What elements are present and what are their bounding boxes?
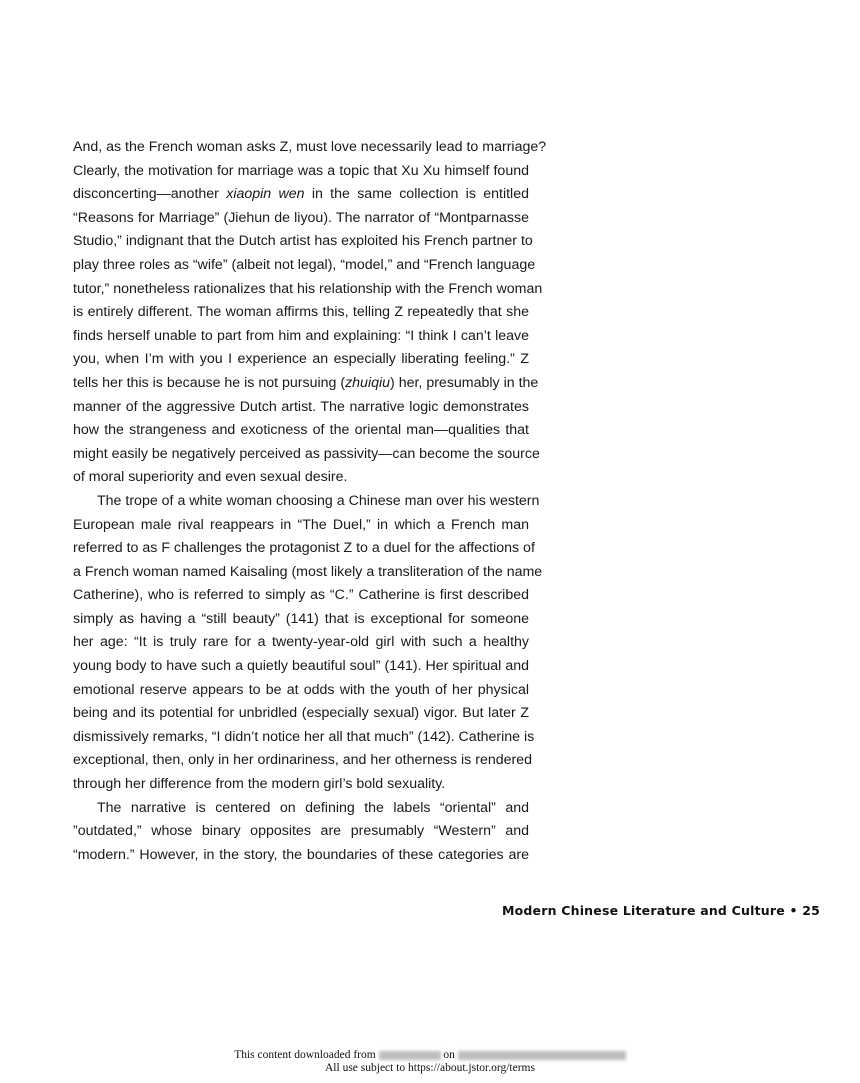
download-on: on [443, 1049, 455, 1061]
text-segment: “Reasons for Marriage” (Jiehun de liyou). The narrator of “Montparnasse [73, 209, 529, 226]
text-line [73, 466, 529, 490]
paragraph [73, 136, 547, 490]
text-line [73, 136, 547, 160]
text-segment: through her difference from the modern girl’s bold sexuality. [73, 776, 446, 793]
text-line [73, 537, 535, 561]
text-line [73, 655, 529, 679]
text-segment: Clearly, the motivation for marriage was a topic that Xu Xu himself found [73, 162, 529, 179]
download-prefix: This content downloaded from [234, 1049, 376, 1061]
text-segment: simply as having a “still beauty” (141) that is exceptional for someone [73, 610, 529, 627]
text-segment: of moral superiority and even sexual desire. [73, 469, 348, 486]
text-segment: exceptional, then, only in her ordinariness, and her otherness is rendered [73, 752, 533, 769]
text-line [73, 702, 529, 726]
text-line [73, 820, 529, 844]
text-line [73, 749, 533, 773]
body-text [73, 136, 547, 867]
text-segment: The narrative is centered on defining the labels “oriental” and [97, 799, 529, 816]
text-line [73, 160, 529, 184]
text-line [73, 844, 529, 868]
text-segment: might easily be negatively perceived as passivity—can become the source [73, 445, 540, 462]
paragraph [73, 797, 529, 868]
text-line [73, 797, 529, 821]
text-segment: you, when I’m with you I experience an especially liberating feeling.” Z [73, 351, 529, 368]
text-line [73, 183, 529, 207]
text-line [73, 301, 529, 325]
text-line [73, 679, 529, 703]
text-segment: her age: “It is truly rare for a twenty-year-old girl with such a healthy [73, 634, 529, 651]
text-line [73, 490, 540, 514]
text-segment: ) her, presumably in the [390, 374, 539, 391]
text-segment: how the strangeness and exoticness of the oriental man—qualities that [73, 422, 529, 439]
paragraph [73, 490, 543, 797]
text-line [73, 773, 529, 797]
text-segment: dismissively remarks, “I didn’t notice her all that much” (142). Catherine is [73, 728, 535, 745]
text-line [73, 396, 529, 420]
text-line [73, 372, 539, 396]
text-segment: finds herself unable to part from him and explaining: “I think I can’t leave [73, 327, 529, 344]
text-segment: tells her this is because he is not pursuing ( [73, 374, 346, 391]
text-line [73, 561, 543, 585]
text-segment: young body to have such a quietly beautiful soul” (141). Her spiritual and [73, 658, 529, 675]
text-segment: a French woman named Kaisaling (most likely a transliteration of the name [73, 563, 543, 580]
text-segment: manner of the aggressive Dutch artist. The narrative logic demonstrates [73, 398, 529, 415]
text-line [73, 608, 529, 632]
text-segment: And, as the French woman asks Z, must love necessarily lead to marriage? [73, 139, 547, 155]
text-segment: The trope of a white woman choosing a Chinese man over his western [97, 492, 540, 509]
text-line [73, 631, 529, 655]
text-segment: is entirely different. The woman affirms this, telling Z repeatedly that she [73, 304, 529, 321]
text-segment: disconcerting—another [73, 186, 227, 203]
jstor-download-notice [0, 1049, 860, 1075]
text-segment: tutor,” nonetheless rationalizes that his relationship with the French woman [73, 280, 543, 297]
italic-term: xiaopin wen [226, 186, 305, 203]
text-line [73, 325, 529, 349]
redacted-ip [379, 1051, 441, 1060]
text-line [73, 254, 536, 278]
text-line [73, 278, 543, 302]
redacted-timestamp [458, 1051, 626, 1060]
text-segment: referred to as F challenges the protagonist Z to a duel for the affections of [73, 540, 535, 557]
text-line [73, 514, 529, 538]
text-segment: emotional reserve appears to be at odds with the youth of her physical [73, 681, 529, 698]
text-segment: being and its potential for unbridled (especially sexual) vigor. But later Z [73, 705, 529, 722]
running-footer: Modern Chinese Literature and Culture • 25 [501, 903, 820, 918]
text-segment: Studio,” indignant that the Dutch artist has exploited his French partner to [73, 233, 533, 250]
text-segment: ”outdated,” whose binary opposites are presumably “Western” and [73, 823, 529, 840]
text-segment: play three roles as “wife” (albeit not legal), “model,” and “French language [73, 256, 536, 273]
text-segment: “modern.” However, in the story, the boundaries of these categories are [73, 846, 529, 863]
text-segment: in the same collection is entitled [304, 186, 529, 203]
text-line [73, 207, 529, 231]
text-line [73, 584, 529, 608]
text-line [73, 348, 529, 372]
text-line [73, 443, 540, 467]
terms-line: All use subject to https://about.jstor.org/terms [325, 1062, 535, 1074]
text-line [73, 726, 535, 750]
text-line [73, 419, 529, 443]
text-segment: Catherine), who is referred to simply as “C.” Catherine is first described [73, 587, 529, 604]
text-line [73, 230, 533, 254]
download-line [0, 1049, 860, 1062]
text-segment: European male rival reappears in “The Duel,” in which a French man [73, 516, 529, 533]
italic-term: zhuiqiu [345, 374, 391, 391]
